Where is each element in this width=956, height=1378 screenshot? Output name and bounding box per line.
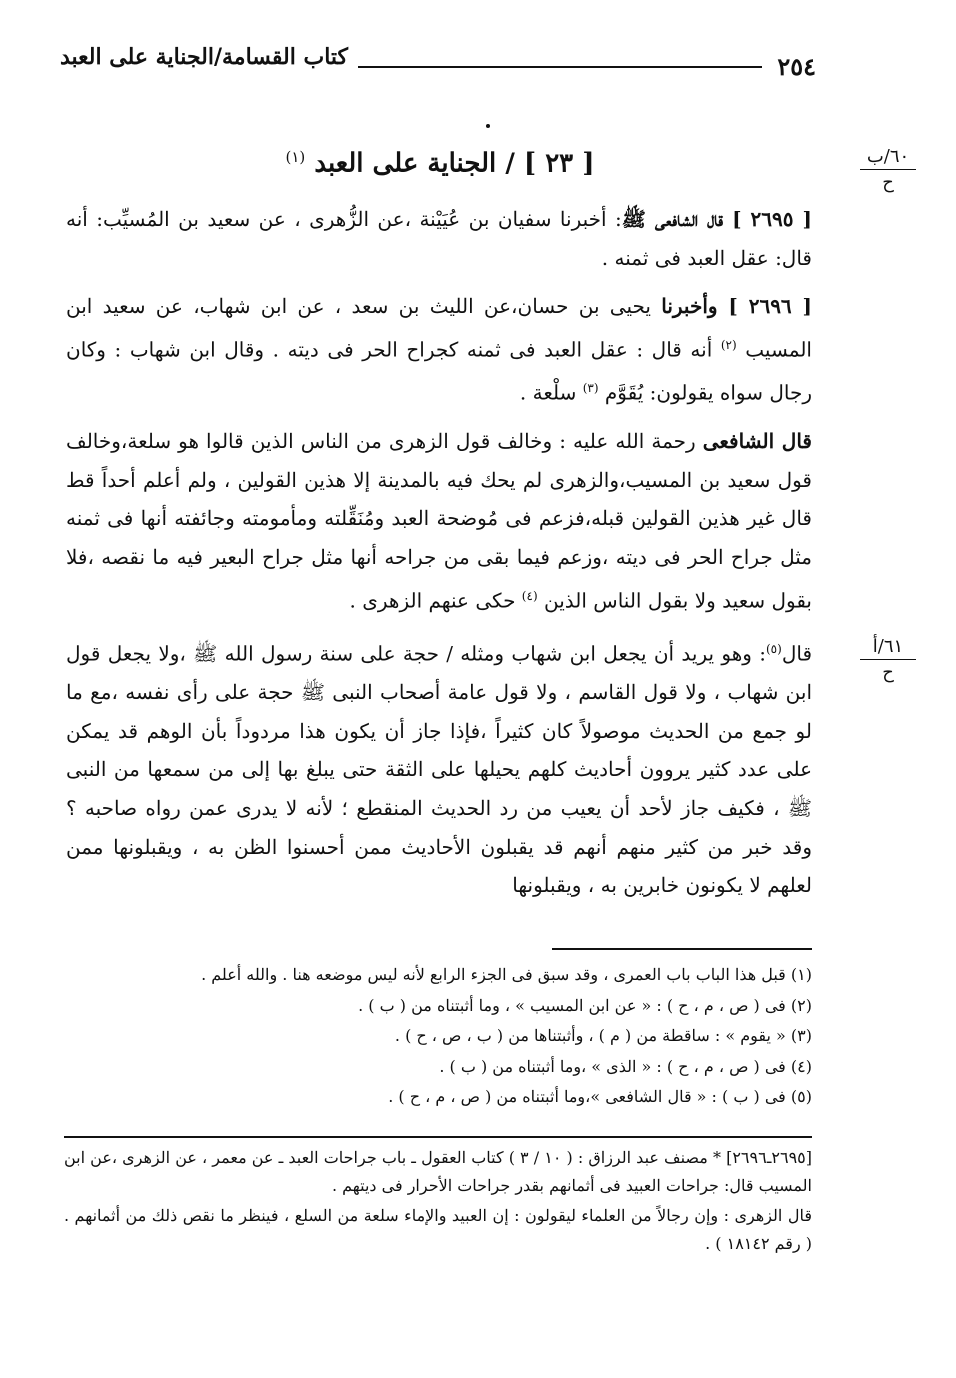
paragraph-text: : وهو يريد أن يجعل ابن شهاب ومثله / حجة على سنة رسول الله ﷺ ،ولا يجعل قول ابن شهاب ، ولا قول القاسم ، ولا قول عامة أصحاب النبى ﷺ حجة على رأى نفسه ،مع ما لو جمع من الحديث موصولاً كان كثيراً ،فإذا جاز أن يكون هذا مردوداً بأن الوهم قد يمكن على عدد كثير يروون أحاديث كلهم يحيلها على الثقة حتى يبلغ بها إلى من سمعها من النبى ﷺ ، فكيف جاز لأحد أن يعيب من رد الحديث المنقطع ؛ لأنه لا يدرى عمن رواه صاحبه ؟ وقد خبر من كثير منهم أنهم قد يقبلون الأحاديث ممن أحسنوا الظن به ، ويقبلونها ممن لعلهم لا يكونون خابرين به ، ويقبلونها — [66, 641, 813, 898]
footnote: (١) قبل هذا الباب باب العمرى ، وقد سبق فى الجزء الرابع لأنه ليس موضعه هنا . والله أعلم . — [201, 965, 812, 984]
footnote: (٣) « يقوم » : ساقطة من ( م ) ، وأثبتناها من ( ب ، ص ، ح ) . — [394, 1026, 812, 1045]
margin-note-folio: ٦٠/ب — [860, 146, 916, 170]
paragraph-text: يحيى بن حسان،عن الليث بن سعد ، عن ابن شهاب، عن سعيد ابن المسيب — [66, 294, 812, 362]
running-header-title: كتاب القسامة/الجناية على العبد — [60, 44, 349, 70]
paragraph-lead: قال الشافعى — [702, 429, 812, 454]
source-note: [٢٦٩٥ـ٢٦٩٦] * مصنف عبد الرزاق : ( ١٠ / ٣ ) كتاب العقول ـ باب جراحات العبد ـ عن معمر ، عن الزهرى ،عن ابن المسيب قال: جراحات العبيد فى أثمانهم بقدر جراحات الأحرار فى ديتهم . — [64, 1148, 812, 1195]
footnote-ref: (٤) — [521, 588, 538, 603]
paragraph — [66, 422, 812, 620]
footnote: (٤) فى ( ص ، م ، ح ) : « الذى » ،وما أثبتناه من ( ب ) . — [439, 1056, 812, 1076]
chapter-title: [ ٢٣ ] / الجناية على العبد — [314, 148, 595, 179]
paragraph — [66, 630, 812, 905]
paragraph-text: : أخبرنا سفيان بن عُيَيْنة ،عن الزُّهرى ، عن سعيد بن المُسيِّب: أنه قال: عقل العبد فى ثمنه . — [66, 207, 812, 270]
paragraph-text: حكى عنهم الزهرى . — [349, 588, 522, 613]
chapter-footnote-ref: (١) — [285, 148, 306, 166]
paragraph-lead: [ ٢٦٩٦ ] وأخبرنا — [661, 294, 812, 319]
footnote: (٥) فى ( ب ) : « قال الشافعى »،وما أثبتناه من ( ص ، م ، ح ) . — [388, 1087, 812, 1106]
footnote-ref: (٥) — [765, 641, 782, 656]
footnote-ref: (٢) — [720, 337, 737, 352]
footnote-ref: (٣) — [582, 381, 599, 396]
footnote-rule — [552, 948, 812, 950]
margin-note-folio: ٦١/أ — [860, 636, 916, 660]
ink-dot — [486, 124, 490, 128]
footnotes — [120, 960, 812, 1113]
footnote: (٢) فى ( ص ، م ، ح ) : « عن ابن المسيب » ، وما أثبتناه من ( ب ) . — [358, 995, 812, 1015]
chapter-heading — [60, 148, 820, 179]
source-rule — [64, 1136, 812, 1138]
paragraph — [66, 200, 812, 277]
paragraph-text: أنه قال : عقل العبد فى ثمنه كجراح الحر فى ديته . وقال ابن شهاب : وكان رجال سواه يقولون: يُقَوَّم — [66, 337, 812, 405]
source-note: قال الزهرى : وإن رجالاً من العلماء ليقولون : إن العبيد والإماء سلعة من السلع ، فينظر ما نقص ذلك من أثمانهم . ( رقم ١٨١٤٢ ) . — [64, 1206, 813, 1253]
paragraph-text: سلْعة . — [519, 380, 583, 405]
margin-note — [860, 146, 916, 193]
margin-note-manuscript: ح — [882, 662, 894, 683]
header-rule — [358, 66, 762, 68]
main-text — [66, 200, 812, 905]
margin-note-manuscript: ح — [882, 172, 894, 193]
paragraph — [66, 287, 812, 412]
source-notes — [64, 1144, 812, 1258]
paragraph-lead: قال — [781, 641, 812, 666]
paragraph-lead: [ ٢٦٩٥ ] قال الشافعى ﷺ — [621, 207, 812, 231]
page-number: ٢٥٤ — [777, 52, 816, 81]
margin-note — [860, 636, 916, 683]
paragraph-text: رحمة الله عليه : وخالف قول الزهرى من الناس الذين قالوا هو سلعة،وخالف قول سعيد بن المسيب،والزهرى لم يحك فيه بالمدينة إلا هذين القولين ، ولم أعلم أحداً قط قال غير هذين القولين قبله،فزعم فى مُوضحة العبد ومُنَقِّلته ومأمومته وجائفته أنها فى ثمنه مثل جراح الحر فى ديته ،وزعم فيما بقى من جراحه أنها مثل جراح البعير فيه ما نقصه ،فلا بقول سعيد ولا بقول الناس الذين — [66, 429, 812, 613]
